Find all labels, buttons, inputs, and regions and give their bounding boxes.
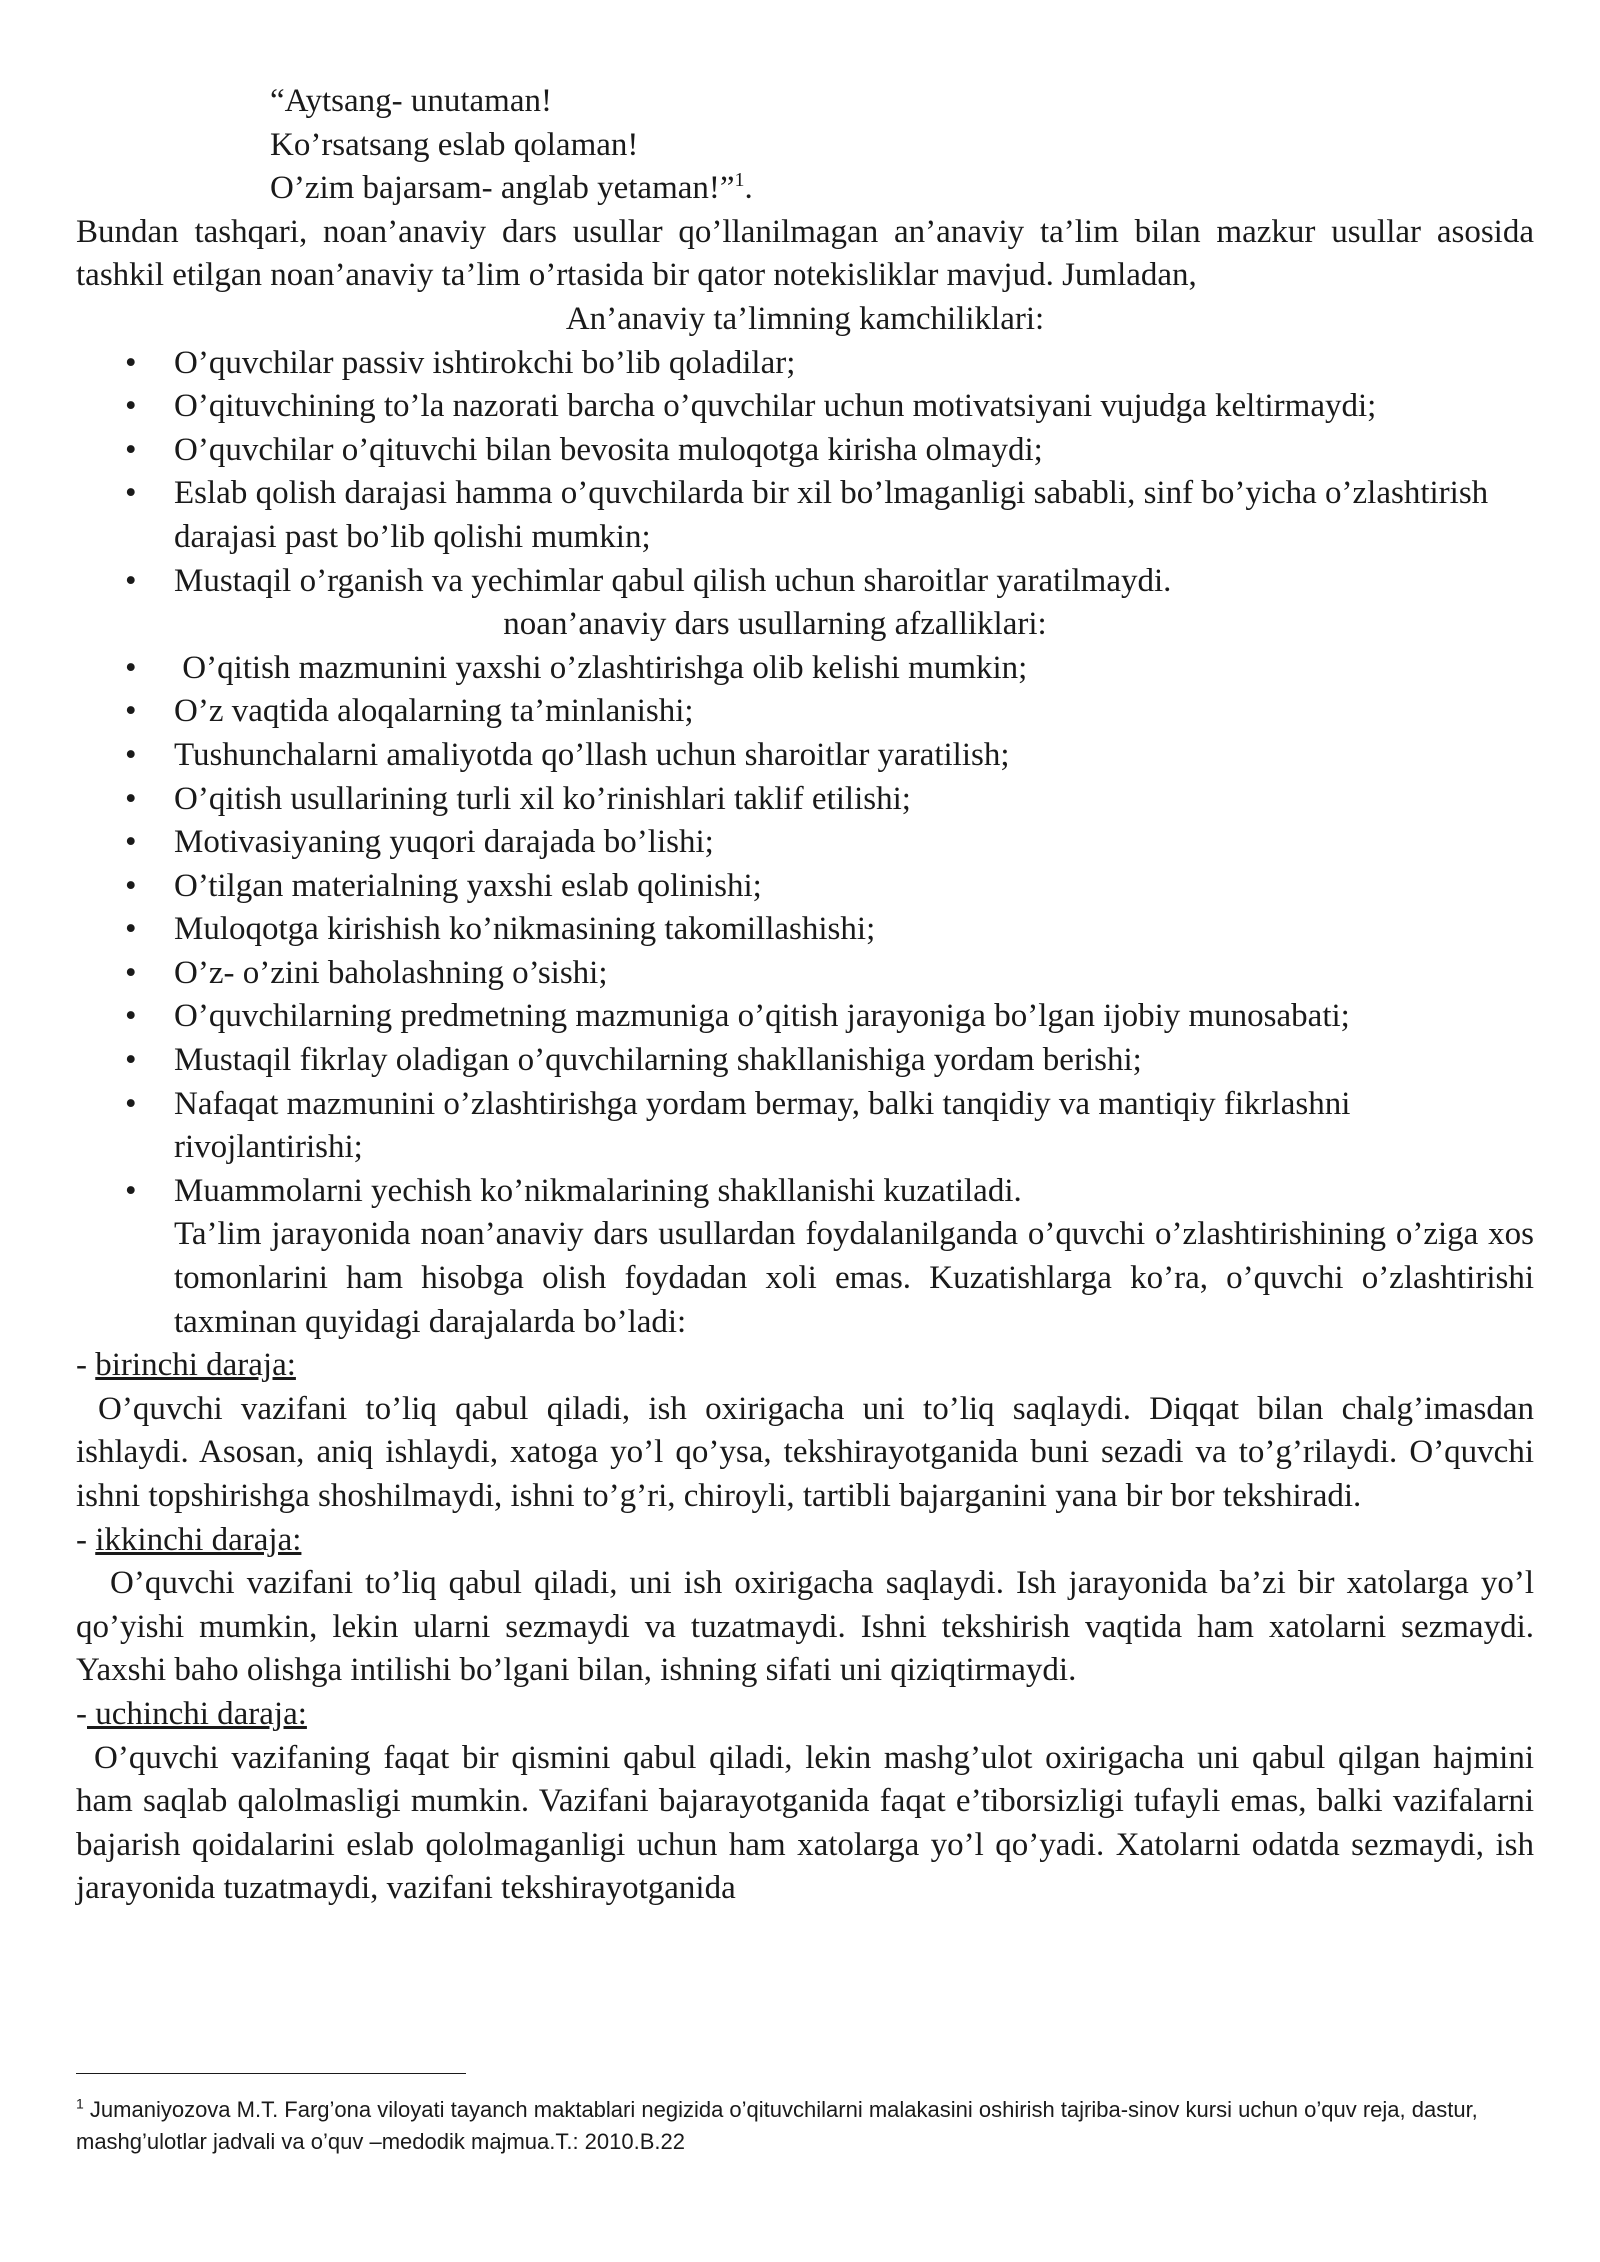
level-1-paragraph: O’quvchi vazifani to’liq qabul qiladi, ish oxirigacha uni to’liq saqlaydi. Diqqat bilan chalg’imasdan ishlaydi. Asosan, aniq ishlaydi, xatoga yo’l qo’ysa, tekshirayotganida buni sezadi va to’g’rilaydi. O’quvchi ishni topshirishga shoshilmaydi, ishni to’g’ri, chiroyli, tartibli bajarganini yana bir bor tekshiradi. — [76, 1390, 1534, 1514]
list-item: • Muammolarni yechish ko’nikmalarining shakllanishi kuzatiladi. — [174, 1170, 1534, 1214]
verse-line-2: Ko’rsatsang eslab qolaman! — [270, 126, 639, 163]
advantages-list — [76, 647, 1534, 1214]
level-3-heading — [76, 1693, 1534, 1737]
list-item: • Mustaqil fikrlay oladigan o’quvchilarning shakllanishiga yordam berishi; — [174, 1039, 1534, 1083]
list-item: • O’z- o’zini baholashning o’sishi; — [174, 952, 1534, 996]
drawbacks-heading: An’anaviy ta’limning kamchiliklari: — [565, 300, 1045, 337]
footnote-marker: 1 — [76, 2095, 84, 2112]
list-item: • O’qitish usullarining turli xil ko’rinishlari taklif etilishi; — [174, 778, 1534, 822]
list-item: • Muloqotga kirishish ko’nikmasining takomillashishi; — [174, 908, 1534, 952]
list-item: • Eslab qolish darajasi hamma o’quvchilarda bir xil bo’lmaganligi sababli, sinf bo’yicha o’zlashtirish darajasi past bo’lib qolishi mumkin; — [174, 472, 1534, 559]
level-2-dash: - — [76, 1521, 96, 1558]
epigraph-verse — [76, 80, 1534, 211]
intro-paragraph: Bundan tashqari, noan’anaviy dars usullar qo’llanilmagan an’anaviy ta’lim bilan mazkur usullar asosida tashkil etilgan noan’anaviy ta’lim o’rtasida bir qator notekisliklar mavjud. Jumladan, — [76, 213, 1534, 294]
verse-line-3-text: O’zim bajarsam- anglab yetaman!” — [270, 170, 735, 207]
level-1-dash: - — [76, 1347, 96, 1384]
list-item: • Motivasiyaning yuqori darajada bo’lishi; — [174, 821, 1534, 865]
list-item: • O’tilgan materialning yaxshi eslab qolinishi; — [174, 865, 1534, 909]
footnote — [76, 2094, 1534, 2158]
list-item: • O’z vaqtida aloqalarning ta’minlanishi; — [174, 690, 1534, 734]
footnote-reference[interactable]: 1 — [734, 169, 745, 192]
level-2-heading — [76, 1519, 1534, 1563]
list-item: • O’qituvchining to’la nazorati barcha o’quvchilar uchun motivatsiyani vujudga keltirmaydi; — [174, 385, 1534, 429]
list-item: • Mustaqil o’rganish va yechimlar qabul qilish uchun sharoitlar yaratilmaydi. — [174, 560, 1534, 604]
list-item: • O’quvchilar passiv ishtirokchi bo’lib qoladilar; — [174, 342, 1534, 386]
level-3-label: uchinchi daraja: — [87, 1695, 307, 1732]
footnote-separator — [76, 2073, 466, 2074]
list-item: • O’quvchilarning predmetning mazmuniga o’qitish jarayoniga bo’lgan ijobiy munosabati; — [174, 995, 1534, 1039]
level-3-paragraph: O’quvchi vazifaning faqat bir qismini qabul qiladi, lekin mashg’ulot oxirigacha uni qabul qilgan hajmini ham saqlab qalolmasligi mumkin. Vazifani bajarayotganida faqat e’tiborsizligi tufayli emas, balki vazifalarni bajarish qoidalarini eslab qololmaganligi uchun ham xatolarga yo’l qo’yadi. Xatolarni odatda sezmaydi, ish jarayonida tuzatmaydi, vazifani tekshirayotganida — [76, 1739, 1534, 1907]
list-item: • Nafaqat mazmunini o’zlashtirishga yordam bermay, balki tanqidiy va mantiqiy fikrlashni rivojlantirishi; — [174, 1083, 1534, 1170]
level-2-label: ikkinchi daraja: — [95, 1521, 302, 1558]
level-3-dash: - — [76, 1695, 87, 1732]
verse-line-3 — [270, 167, 1534, 211]
verse-line-1: “Aytsang- unutaman! — [270, 83, 552, 119]
list-item: • Tushunchalarni amaliyotda qo’llash uchun sharoitlar yaratilish; — [174, 734, 1534, 778]
list-item: • O’quvchilar o’qituvchi bilan bevosita muloqotga kirisha olmaydi; — [174, 429, 1534, 473]
list-item: • O’qitish mazmunini yaxshi o’zlashtirishga olib kelishi mumkin; — [174, 647, 1534, 691]
page-body — [76, 80, 1534, 1911]
advantages-heading: noan’anaviy dars usullarning afzalliklari: — [503, 606, 1047, 643]
drawbacks-list — [76, 342, 1534, 604]
footnote-text: Jumaniyozova M.T. Farg’ona viloyati tayanch maktablari negizida o’qituvchilarni malakasini oshirish tajriba-sinov kursi uchun o’quv reja, dastur, mashg’ulotlar jadvali va o’quv –medodik majmua.T.: 2010.B.22 — [76, 2097, 1478, 2154]
level-1-heading — [76, 1344, 1534, 1388]
level-1-label: birinchi daraja: — [95, 1347, 296, 1384]
level-2-paragraph: O’quvchi vazifani to’liq qabul qiladi, uni ish oxirigacha saqlaydi. Ish jarayonida ba’zi bir xatolarga yo’l qo’yishi mumkin, lekin ularni sezmaydi va tuzatmaydi. Ishni tekshirish vaqtida ham xatolarni sezmaydi. Yaxshi baho olishga intilishi bo’lgani bilan, ishning sifati uni qiziqtirmaydi. — [76, 1565, 1534, 1689]
verse-line-3-end: . — [744, 170, 753, 207]
levels-intro-paragraph: Ta’lim jarayonida noan’anaviy dars usullardan foydalanilganda o’quvchi o’zlashtirishining o’ziga xos tomonlarini ham hisobga olish foydadan xoli emas. Kuzatishlarga ko’ra, o’quvchi o’zlashtirishi taxminan quyidagi darajalarda bo’ladi: — [174, 1216, 1534, 1340]
